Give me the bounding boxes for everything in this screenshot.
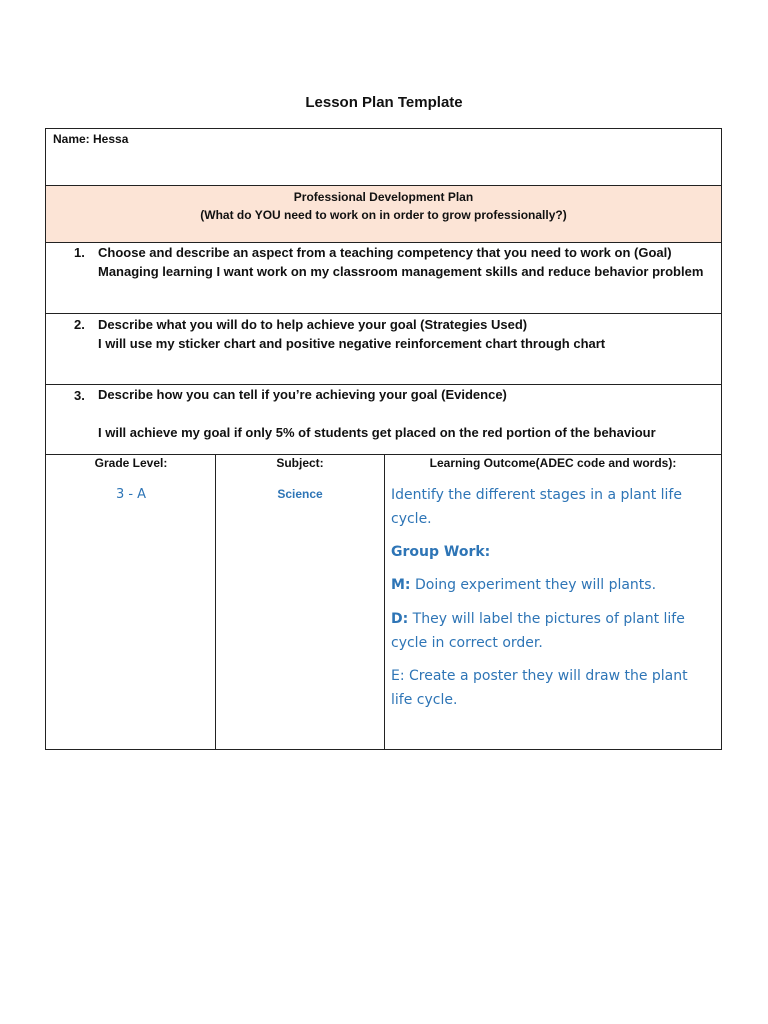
name-label: Name: Hessa	[53, 132, 129, 146]
group-work-heading: Group Work:	[391, 544, 491, 560]
lesson-plan-table	[45, 128, 722, 750]
name-row	[46, 129, 721, 186]
learning-objective: Identify the different stages in a plant life cycle.	[391, 487, 682, 527]
pd-heading: Professional Development Plan	[293, 190, 474, 204]
m-text: Doing experiment they will plants.	[410, 577, 657, 593]
e-label: E:	[391, 668, 405, 684]
question-1-block	[98, 243, 708, 281]
page-title: Lesson Plan Template	[305, 94, 463, 111]
grade-level-value: 3 - A	[115, 487, 147, 502]
pd-subheading: (What do YOU need to work on in order to grow professionally?)	[200, 208, 567, 222]
d-label: D:	[391, 611, 409, 627]
question-3-number: 3.	[74, 388, 85, 403]
learning-outcome-header: Learning Outcome(ADEC code and words):	[429, 456, 677, 470]
group-work-label	[391, 540, 711, 564]
d-text: They will label the pictures of plant life cycle in correct order.	[391, 611, 685, 651]
question-3-prompt: Describe how you can tell if you’re achieving your goal (Evidence)	[98, 387, 507, 402]
subject-header: Subject:	[276, 456, 324, 470]
question-1-answer: Managing learning I want work on my classroom management skills and reduce behavior problem	[98, 264, 704, 279]
question-2-answer: I will use my sticker chart and positive negative reinforcement chart through chart	[98, 336, 606, 351]
question-3-answer: I will achieve my goal if only 5% of students get placed on the red portion of the behaviour	[98, 425, 656, 440]
m-label: M:	[391, 577, 411, 593]
professional-development-band	[46, 186, 721, 243]
question-1-prompt: Choose and describe an aspect from a teaching competency that you need to work on (Goal)	[98, 245, 672, 260]
question-1-number: 1.	[74, 245, 85, 260]
e-text: Create a poster they will draw the plant life cycle.	[391, 668, 688, 708]
column-divider	[384, 455, 385, 750]
outcome-e	[391, 664, 711, 712]
question-2-block	[98, 315, 708, 353]
question-2-prompt: Describe what you will do to help achieve your goal (Strategies Used)	[98, 317, 528, 332]
question-2-number: 2.	[74, 317, 85, 332]
grade-level-header: Grade Level:	[94, 456, 168, 470]
outcome-m	[391, 573, 711, 597]
subject-value: Science	[277, 487, 323, 501]
outcome-d	[391, 607, 711, 655]
